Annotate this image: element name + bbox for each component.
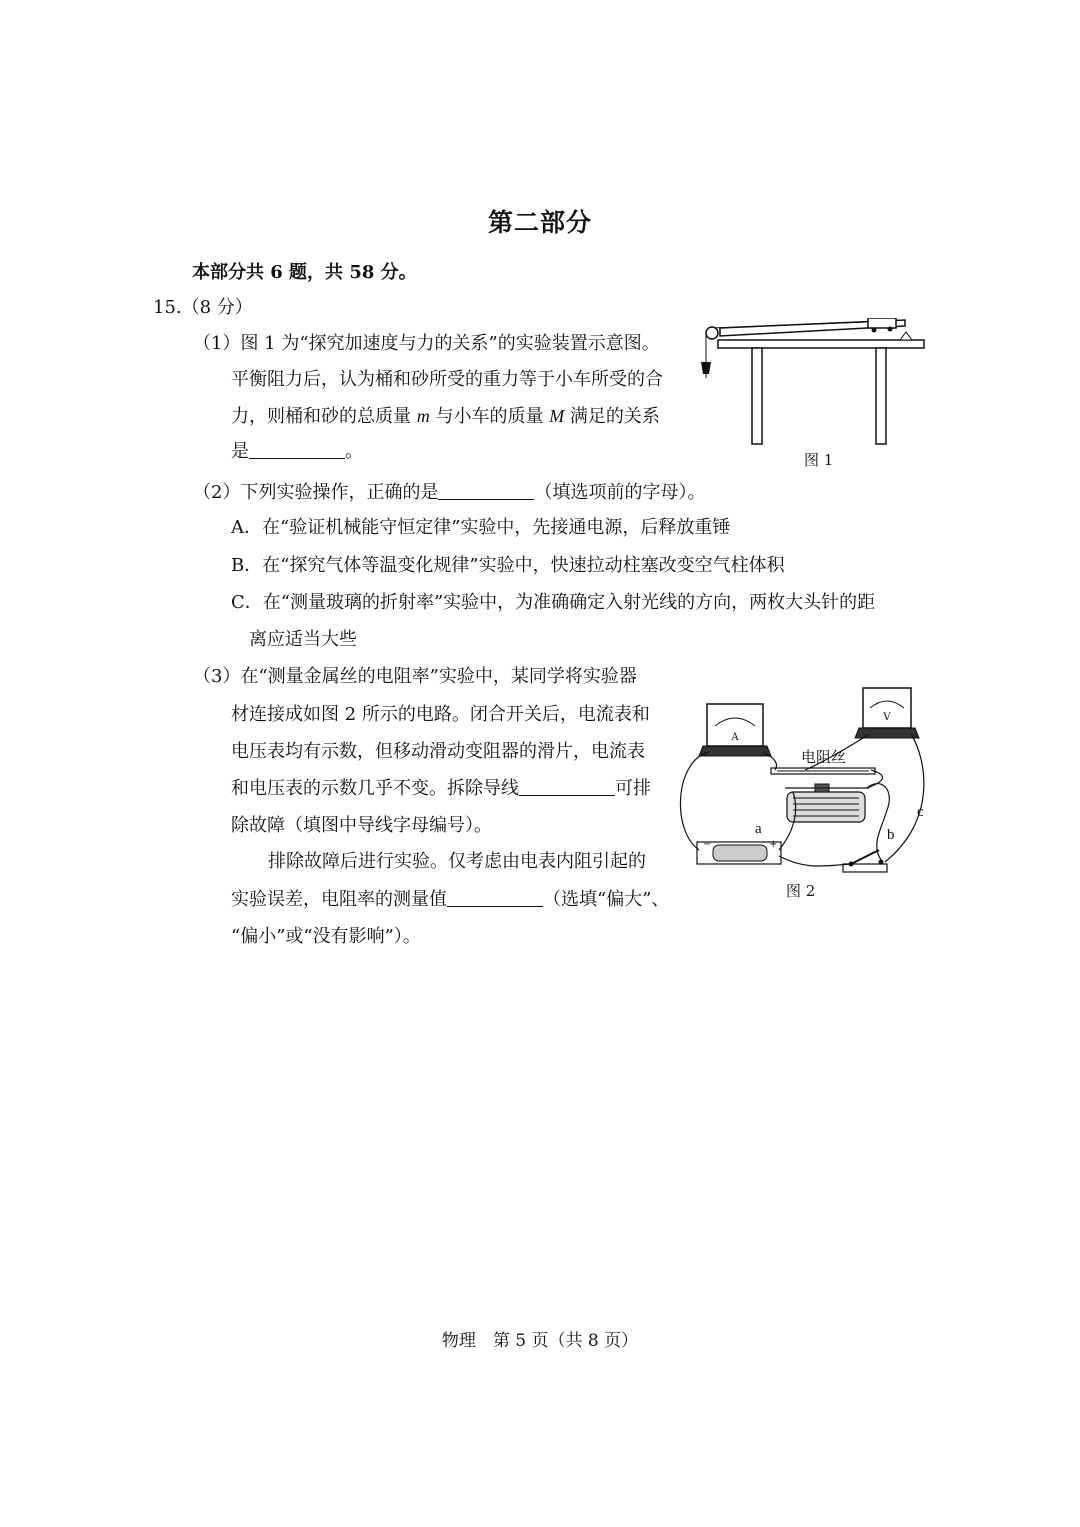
var-M: M <box>549 406 565 426</box>
q15-p3-line1: （3）在“测量金属丝的电阻率”实验中，某同学将实验器 <box>193 666 637 687</box>
q15-p1-line3-a: 力，则桶和砂的总质量 <box>231 406 417 427</box>
figure-1 <box>700 318 930 468</box>
q15-p3-line8: “偏小”或“没有影响”）。 <box>231 926 421 947</box>
figure-2 <box>675 680 940 905</box>
q15-p2-option-a: A．在“验证机械能守恒定律”实验中，先接通电源，后释放重锤 <box>231 517 731 538</box>
ammeter <box>699 704 771 756</box>
var-m: m <box>416 406 430 426</box>
voltmeter <box>855 688 919 738</box>
question-number-score: 15.（8 分） <box>153 297 253 318</box>
q15-p3-line7-a: 实验误差，电阻率的测量值 <box>231 889 447 910</box>
rheostat <box>785 784 869 822</box>
q15-p1-line1: （1）图 1 为“探究加速度与力的关系”的实验装置示意图。 <box>193 333 660 354</box>
answer-blank-1[interactable] <box>249 440 345 459</box>
q15-p2-option-c-line2: 离应适当大些 <box>249 629 357 650</box>
q15-p2-stem-a: （2）下列实验操作，正确的是 <box>193 482 439 503</box>
voltmeter-symbol: V <box>883 712 891 723</box>
q15-p2-option-b: B．在“探究气体等温变化规律”实验中，快速拉动柱塞改变空气柱体积 <box>231 555 785 576</box>
page-footer: 物理 第 5 页（共 8 页） <box>441 1331 639 1351</box>
label-resistance-wire: 电阻丝 <box>801 750 847 766</box>
q15-p3-line2: 材连接成如图 2 所示的电路。闭合开关后，电流表和 <box>231 704 650 725</box>
q15-p1-line2: 平衡阻力后，认为桶和砂所受的重力等于小车所受的合 <box>231 369 663 390</box>
figure-2-drawing <box>675 680 940 880</box>
figure-1-drawing <box>700 318 930 448</box>
battery <box>697 839 781 864</box>
q15-p1-line3-b: 与小车的质量 <box>429 406 550 427</box>
q15-p3-line6: 排除故障后进行实验。仅考虑由电表内阻引起的 <box>268 851 646 872</box>
q15-p3-line4-a: 和电压表的示数几乎不变。拆除导线 <box>231 778 519 799</box>
q15-p3-line7-b: （选填“偏大”、 <box>543 889 670 910</box>
battery-minus: − <box>703 839 712 850</box>
q15-p2-stem <box>193 481 705 505</box>
q15-p3-line5: 除故障（填图中导线字母编号）。 <box>231 815 492 836</box>
label-c: c <box>917 804 924 820</box>
q15-p3-line4 <box>231 777 651 801</box>
switch <box>843 850 887 872</box>
q15-p1-line4 <box>231 440 363 464</box>
q15-p3-line7 <box>231 888 669 912</box>
label-a: a <box>755 821 762 837</box>
answer-blank-2[interactable] <box>438 481 534 500</box>
answer-blank-3[interactable] <box>519 777 615 796</box>
q15-p3-line3: 电压表均有示数，但移动滑动变阻器的滑片，电流表 <box>231 741 645 762</box>
answer-blank-4[interactable] <box>447 888 543 907</box>
q15-p1-line3-c: 满足的关系 <box>564 406 660 427</box>
q15-p1-line4-b: 。 <box>345 441 363 462</box>
battery-plus: + <box>769 839 778 850</box>
q15-p2-option-c-line1: C．在“测量玻璃的折射率”实验中，为准确确定入射光线的方向，两枚大头针的距 <box>231 592 876 613</box>
section-title: 第二部分 <box>487 208 592 237</box>
figure-2-caption: 图 2 <box>786 882 816 900</box>
q15-p2-stem-b: （填选项前的字母）。 <box>534 482 706 503</box>
q15-p1-line3 <box>231 404 660 429</box>
q15-p1-line4-a: 是 <box>231 441 249 462</box>
wire-b <box>867 784 889 860</box>
section-intro: 本部分共 6 题，共 58 分。 <box>192 262 417 283</box>
label-b: b <box>887 827 895 843</box>
q15-p3-line4-b: 可排 <box>615 778 651 799</box>
figure-1-caption: 图 1 <box>804 451 834 469</box>
ammeter-symbol: A <box>731 732 739 743</box>
